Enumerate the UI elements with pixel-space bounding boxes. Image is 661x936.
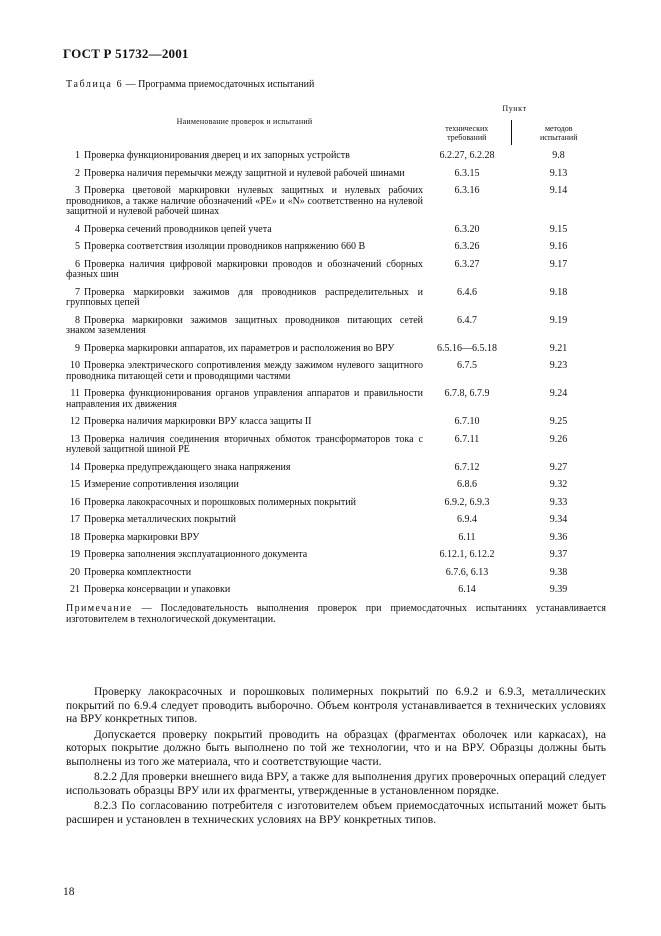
requirements-clause: 6.7.12 bbox=[454, 461, 480, 473]
acceptance-test-table bbox=[66, 99, 606, 625]
requirements-clause: 6.3.20 bbox=[454, 223, 480, 235]
table-row bbox=[66, 578, 606, 603]
paragraph-8-2-3: 8.2.3 По согласованию потребителя с изготовителем объем приемосдаточных испытаний может быть расширен и установлен в технических условиях на ВРУ конкретных типов. bbox=[66, 800, 606, 826]
test-name: Проверка электрического сопротивления между зажимом нулевого защитного проводника питающей сети и проводящими частями bbox=[66, 360, 423, 382]
methods-clause: 9.33 bbox=[549, 496, 568, 508]
table-row bbox=[66, 145, 606, 162]
paragraph-coatings: Проверку лакокрасочных и порошковых полимерных покрытий по 6.9.2 и 6.9.3, металлических покрытий по 6.9.4 следует проводить выборочно. Объем контроля устанавливается в технических условиях на ВРУ конкретных типов. bbox=[66, 686, 606, 725]
requirements-clause: 6.7.6, 6.13 bbox=[445, 566, 489, 578]
test-name: Проверка наличия маркировки ВРУ класса защиты II bbox=[84, 416, 312, 427]
methods-clause: 9.39 bbox=[549, 584, 568, 595]
test-name: Проверка цветовой маркировки нулевых защитных и нулевых рабочих проводников, а также наличие обозначений «PE» и «N» соответственно на нулевой защитной и нулевой рабочей шинах bbox=[66, 185, 423, 217]
test-name-cell bbox=[66, 491, 423, 509]
table-row bbox=[66, 179, 606, 218]
table-row bbox=[66, 309, 606, 337]
methods-clause: 9.8 bbox=[552, 150, 565, 161]
requirements-clause: 6.2.27, 6.2.28 bbox=[439, 150, 495, 161]
methods-clause: 9.37 bbox=[549, 549, 568, 560]
test-number: 1 bbox=[75, 150, 80, 161]
requirements-clause: 6.8.6 bbox=[457, 479, 477, 490]
note-label: Примечание bbox=[66, 602, 133, 614]
table-caption-title: — Программа приемосдаточных испытаний bbox=[123, 79, 315, 90]
test-name-cell bbox=[66, 473, 423, 491]
test-name-cell bbox=[66, 253, 423, 281]
methods-clause: 9.19 bbox=[549, 314, 568, 326]
test-name-cell bbox=[66, 218, 423, 236]
test-name: Проверка металлических покрытий bbox=[84, 514, 236, 525]
methods-clause: 9.32 bbox=[549, 479, 568, 490]
test-name: Проверка функционирования органов управления аппаратов и правильности направления их движения bbox=[66, 388, 423, 410]
methods-clause: 9.17 bbox=[549, 258, 568, 270]
requirements-clause: 6.9.4 bbox=[457, 514, 477, 525]
methods-clause: 9.21 bbox=[549, 342, 568, 354]
test-number: 6 bbox=[75, 258, 80, 270]
methods-clause: 9.26 bbox=[549, 433, 568, 445]
column-header-requirements: технических требований bbox=[423, 120, 511, 145]
table-row bbox=[66, 456, 606, 474]
test-number: 7 bbox=[75, 286, 80, 298]
requirements-clause: 6.4.6 bbox=[457, 286, 477, 298]
requirements-clause: 6.7.11 bbox=[454, 433, 480, 445]
requirements-clause: 6.7.10 bbox=[454, 416, 480, 427]
table-row bbox=[66, 428, 606, 456]
test-name-cell bbox=[66, 543, 423, 561]
test-name: Проверка консервации и упаковки bbox=[84, 584, 231, 595]
test-number: 14 bbox=[70, 461, 80, 473]
table-row bbox=[66, 508, 606, 526]
requirements-clause: 6.3.26 bbox=[454, 241, 480, 252]
test-name: Проверка маркировки зажимов для проводников распределительных и групповых цепей bbox=[66, 286, 423, 308]
test-name-cell bbox=[66, 309, 423, 337]
test-number: 18 bbox=[70, 531, 80, 543]
test-name-cell bbox=[66, 382, 423, 410]
test-name-cell bbox=[66, 526, 423, 544]
test-name-cell bbox=[66, 456, 423, 474]
test-number: 3 bbox=[75, 185, 80, 196]
test-name: Проверка функционирования дверец и их запорных устройств bbox=[84, 150, 350, 161]
column-header-name: Наименование проверок и испытаний bbox=[176, 116, 313, 126]
requirements-clause: 6.12.1, 6.12.2 bbox=[439, 549, 495, 560]
table-row bbox=[66, 354, 606, 382]
table-row bbox=[66, 218, 606, 236]
test-number: 5 bbox=[75, 241, 80, 252]
methods-clause: 9.14 bbox=[549, 185, 568, 196]
requirements-clause: 6.11 bbox=[458, 531, 476, 543]
standard-designation: ГОСТ Р 51732—2001 bbox=[63, 46, 189, 61]
table-row bbox=[66, 543, 606, 561]
test-number: 2 bbox=[75, 167, 80, 179]
test-name-cell bbox=[66, 145, 423, 162]
requirements-clause: 6.9.2, 6.9.3 bbox=[444, 496, 490, 508]
table-note bbox=[66, 603, 606, 625]
test-number: 21 bbox=[70, 584, 80, 595]
test-number: 16 bbox=[70, 496, 80, 508]
table-row bbox=[66, 382, 606, 410]
table-row bbox=[66, 337, 606, 355]
requirements-clause: 6.14 bbox=[458, 584, 476, 595]
table-row bbox=[66, 235, 606, 253]
test-name-cell bbox=[66, 410, 423, 428]
body-text bbox=[66, 686, 606, 829]
test-number: 10 bbox=[70, 360, 80, 371]
page-number: 18 bbox=[63, 886, 75, 898]
test-number: 4 bbox=[75, 223, 80, 235]
methods-clause: 9.18 bbox=[549, 286, 568, 298]
requirements-clause: 6.4.7 bbox=[457, 314, 477, 326]
test-name: Измерение сопротивления изоляции bbox=[84, 479, 239, 490]
table-caption bbox=[66, 79, 314, 90]
test-name: Проверка предупреждающего знака напряжения bbox=[84, 461, 291, 473]
methods-clause: 9.38 bbox=[549, 566, 568, 578]
test-name-cell bbox=[66, 578, 423, 603]
test-number: 8 bbox=[75, 314, 80, 326]
table-row bbox=[66, 253, 606, 281]
table-caption-label: Таблица 6 bbox=[66, 79, 124, 90]
requirements-clause: 6.5.16—6.5.18 bbox=[437, 342, 497, 354]
methods-clause: 9.16 bbox=[549, 241, 568, 252]
test-number: 13 bbox=[70, 433, 80, 445]
test-name-cell bbox=[66, 179, 423, 218]
methods-clause: 9.25 bbox=[549, 416, 568, 427]
table-body bbox=[66, 145, 606, 603]
test-name: Проверка наличия перемычки между защитной и нулевой рабочей шинами bbox=[84, 167, 405, 179]
methods-clause: 9.34 bbox=[549, 514, 568, 525]
test-name-cell bbox=[66, 162, 423, 180]
test-name: Проверка маркировки ВРУ bbox=[84, 531, 200, 543]
test-name: Проверка лакокрасочных и порошковых полимерных покрытий bbox=[84, 496, 356, 508]
test-name-cell bbox=[66, 354, 423, 382]
test-name: Проверка комплектности bbox=[84, 566, 192, 578]
requirements-clause: 6.3.16 bbox=[454, 185, 480, 196]
test-name-cell bbox=[66, 235, 423, 253]
test-number: 12 bbox=[70, 416, 80, 427]
test-name-cell bbox=[66, 337, 423, 355]
table-row bbox=[66, 410, 606, 428]
test-name: Проверка наличия цифровой маркировки проводов и обозначений сборных фазных шин bbox=[66, 258, 423, 280]
table-row bbox=[66, 561, 606, 579]
table-row bbox=[66, 162, 606, 180]
test-name: Проверка маркировки аппаратов, их параметров и расположения во ВРУ bbox=[84, 342, 395, 354]
test-number: 19 bbox=[70, 549, 80, 560]
table-row bbox=[66, 491, 606, 509]
column-header-punkt: Пункт bbox=[502, 104, 527, 114]
test-name-cell bbox=[66, 561, 423, 579]
paragraph-8-2-2: 8.2.2 Для проверки внешнего вида ВРУ, а также для выполнения других проверочных операций следует использовать образцы ВРУ или их фрагменты, утвержденные в установленном порядке. bbox=[66, 771, 606, 797]
table-row bbox=[66, 281, 606, 309]
methods-clause: 9.27 bbox=[549, 461, 568, 473]
methods-clause: 9.36 bbox=[549, 531, 568, 543]
test-number: 15 bbox=[70, 479, 80, 490]
test-name: Проверка соответствия изоляции проводников напряжению 660 В bbox=[84, 241, 366, 252]
test-name: Проверка заполнения эксплуатационного документа bbox=[84, 549, 308, 560]
requirements-clause: 6.7.5 bbox=[457, 360, 477, 371]
table-row bbox=[66, 526, 606, 544]
paragraph-samples: Допускается проверку покрытий проводить на образцах (фрагментах оболочек или каркасах), на которых покрытие должно быть выполнено по той же технологии, что и на ВРУ. Образцы должны быть выполнены из того же материала, что и соответствующие части. bbox=[66, 728, 606, 768]
column-header-methods: методов испытаний bbox=[540, 123, 578, 142]
methods-clause: 9.13 bbox=[549, 167, 568, 179]
test-name: Проверка наличия соединения вторичных обмоток трансформаторов тока с нулевой защитной шиной PE bbox=[66, 433, 423, 455]
methods-clause: 9.24 bbox=[549, 388, 568, 399]
test-number: 9 bbox=[75, 342, 80, 354]
test-number: 17 bbox=[70, 514, 80, 525]
methods-clause: 9.15 bbox=[549, 223, 568, 235]
test-name-cell bbox=[66, 281, 423, 309]
test-name-cell bbox=[66, 428, 423, 456]
note-text: — Последовательность выполнения проверок при приемосдаточных испытаниях устанавливается изготовителем в технологической документации. bbox=[66, 602, 606, 625]
test-name-cell bbox=[66, 508, 423, 526]
test-number: 11 bbox=[70, 388, 80, 399]
test-name: Проверка сечений проводников цепей учета bbox=[84, 223, 272, 235]
requirements-clause: 6.3.15 bbox=[454, 167, 480, 179]
test-number: 20 bbox=[70, 566, 80, 578]
requirements-clause: 6.7.8, 6.7.9 bbox=[444, 388, 490, 399]
requirements-clause: 6.3.27 bbox=[454, 258, 480, 270]
test-name: Проверка маркировки зажимов защитных проводников питающих сетей знаком заземления bbox=[66, 314, 423, 336]
table-row bbox=[66, 473, 606, 491]
methods-clause: 9.23 bbox=[549, 360, 568, 371]
